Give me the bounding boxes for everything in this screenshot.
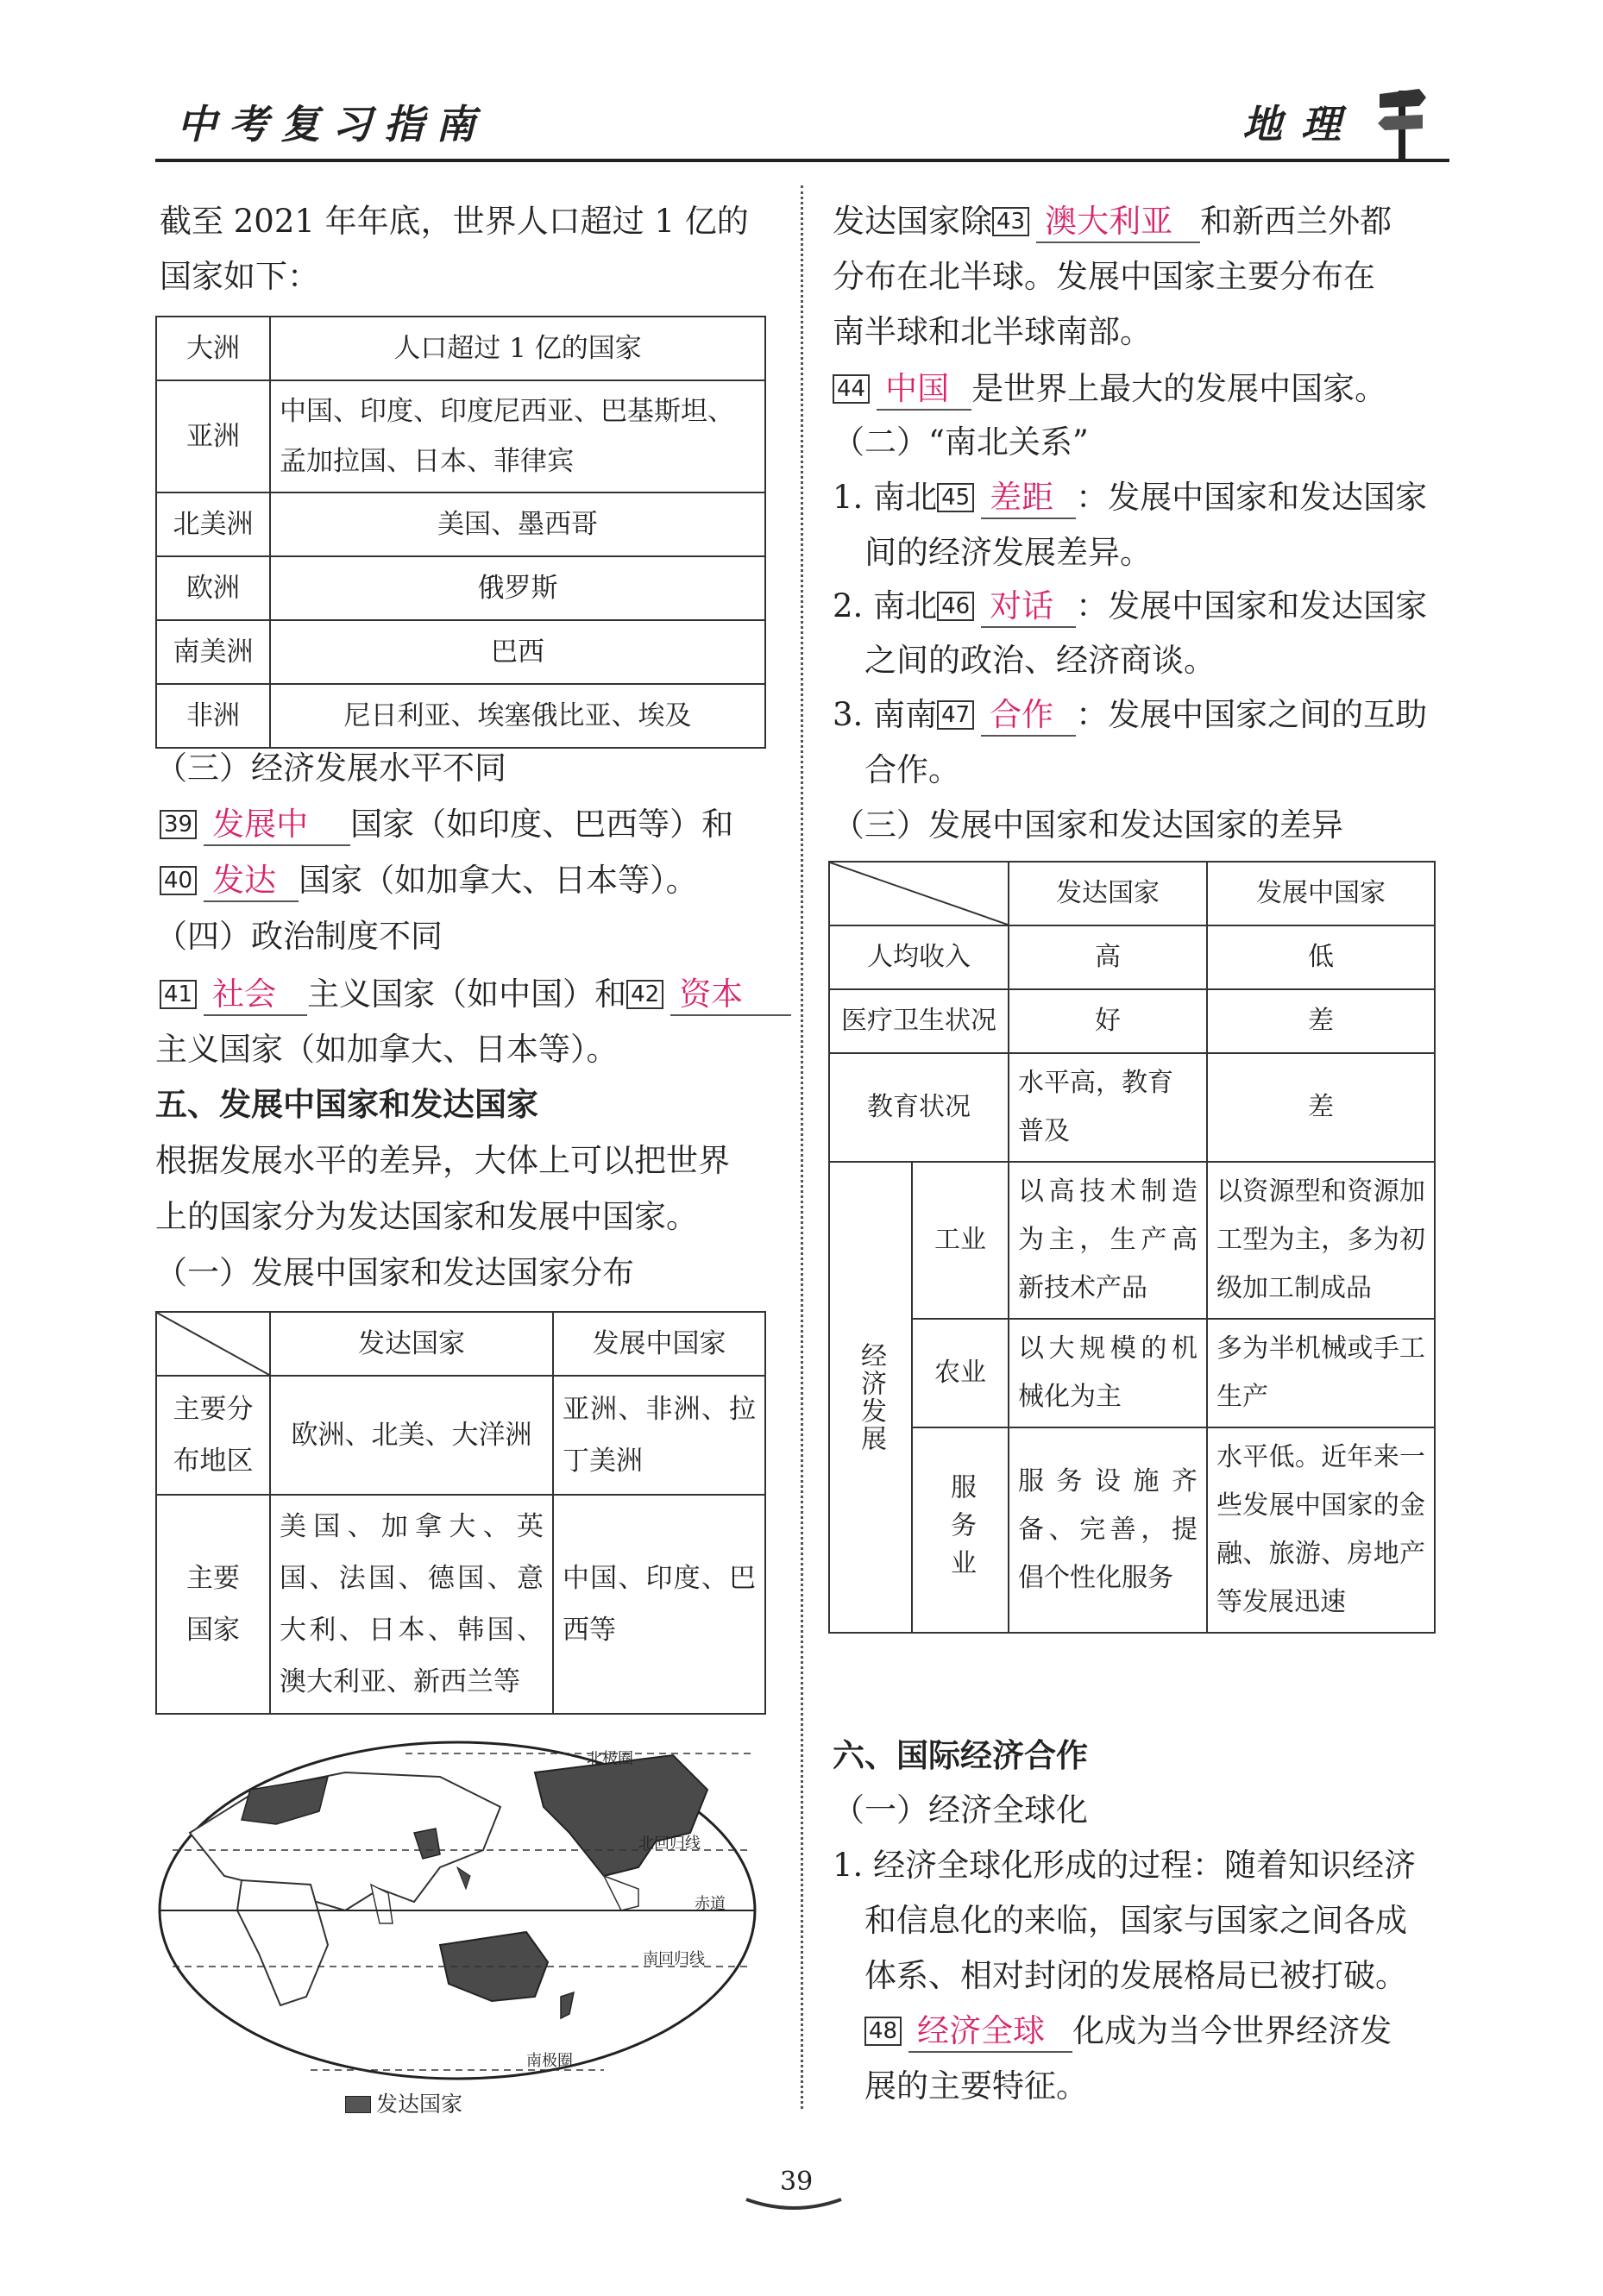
row-label: 医疗卫生状况 xyxy=(829,989,1009,1053)
legend-label: 发达国家 xyxy=(376,2092,463,2117)
subsection-2-heading: （二）“南北关系” xyxy=(833,423,1089,461)
question-number: 47 xyxy=(937,700,974,730)
answer-blank: 发展中 xyxy=(204,805,350,846)
section-4-heading: （四）政治制度不同 xyxy=(155,918,443,955)
page-number: 39 xyxy=(780,2167,814,2197)
answer-blank: 差距 xyxy=(981,478,1076,519)
section-4-tail: 主义国家（如加拿大、日本等）。 xyxy=(155,1031,619,1068)
row-label: 主要国家 xyxy=(156,1495,270,1714)
economy-row-label: 经济发展 xyxy=(829,1162,912,1633)
developed-cell: 高 xyxy=(1009,925,1207,989)
population-table xyxy=(155,316,766,749)
legend-swatch xyxy=(345,2096,371,2113)
table-row xyxy=(829,925,1435,989)
developed-cell: 以高技术制造为主，生产高新技术产品 xyxy=(1009,1162,1207,1319)
question-46-line-2: 之间的政治、经济商谈。 xyxy=(864,642,1216,679)
tropic-of-cancer-label: 北回归线 xyxy=(638,1835,701,1853)
table-header: 发展中国家 xyxy=(553,1312,765,1376)
question-48 xyxy=(864,2004,1392,2058)
answer-blank: 发达 xyxy=(204,861,299,902)
table-header: 发达国家 xyxy=(270,1312,553,1376)
answer-blank: 资本 xyxy=(670,975,791,1016)
table-header: 大洲 xyxy=(156,317,270,380)
continent-cell: 南美洲 xyxy=(156,620,270,684)
subsection-3-heading: （三）发展中国家和发达国家的差异 xyxy=(833,806,1343,844)
distribution-paragraph-2: 分布在北半球。发展中国家主要分布在 xyxy=(833,258,1375,295)
differences-table xyxy=(828,861,1436,1634)
answer-blank: 经济全球 xyxy=(908,2011,1072,2053)
question-number: 46 xyxy=(937,592,974,621)
table-row xyxy=(829,1162,1435,1319)
row-label: 服务业 xyxy=(912,1427,1009,1633)
question-44 xyxy=(833,362,1386,416)
developing-cell: 以资源型和资源加工型为主，多为初级加工制成品 xyxy=(1207,1162,1435,1319)
question-40 xyxy=(160,854,698,907)
row-label: 工业 xyxy=(912,1162,1009,1319)
countries-cell: 尼日利亚、埃塞俄比亚、埃及 xyxy=(270,684,765,748)
question-number: 45 xyxy=(937,483,974,512)
question-text: 发达国家除 xyxy=(833,203,992,240)
diagonal-header-cell xyxy=(829,862,1009,925)
intro-line-2: 国家如下： xyxy=(160,258,319,295)
question-47-line-2: 合作。 xyxy=(864,751,960,788)
question-46 xyxy=(833,580,1427,633)
question-number: 40 xyxy=(160,866,197,895)
countries-cell: 俄罗斯 xyxy=(270,556,765,620)
developed-cell: 好 xyxy=(1009,989,1207,1053)
table-row xyxy=(156,380,765,492)
table-header-row xyxy=(829,862,1435,925)
header-rule xyxy=(155,159,1449,162)
section-6-paragraph-3: 体系、相对封闭的发展格局已被打破。 xyxy=(864,1957,1407,1994)
table-header-row xyxy=(156,1312,765,1376)
signpost-icon xyxy=(1376,82,1428,160)
intro-line-1: 截至 2021 年年底，世界人口超过 1 亿的 xyxy=(160,203,749,240)
section-6-paragraph-5: 展的主要特征。 xyxy=(864,2067,1088,2105)
question-number: 48 xyxy=(864,2017,902,2046)
countries-cell: 巴西 xyxy=(270,620,765,684)
question-45-line-2: 间的经济发展差异。 xyxy=(864,534,1152,571)
distribution-paragraph-3: 南半球和北半球南部。 xyxy=(833,313,1152,350)
table-header: 发达国家 xyxy=(1009,862,1207,925)
question-text: ：发展中国家和发达国家 xyxy=(1076,587,1428,624)
world-map xyxy=(155,1738,759,2083)
developing-cell: 亚洲、非洲、拉丁美洲 xyxy=(553,1376,765,1495)
equator-label: 赤道 xyxy=(695,1895,726,1913)
question-41-42 xyxy=(160,968,791,1021)
answer-blank: 合作 xyxy=(981,695,1076,737)
question-text: 国家（如印度、巴西等）和 xyxy=(350,806,734,843)
question-text: 1. 南北 xyxy=(833,479,938,516)
countries-cell: 美国、墨西哥 xyxy=(270,492,765,556)
question-45 xyxy=(833,471,1427,524)
table-row xyxy=(156,684,765,748)
question-number: 39 xyxy=(160,810,197,839)
answer-blank: 澳大利亚 xyxy=(1036,202,1200,243)
question-text: ：发展中国家和发达国家 xyxy=(1076,479,1428,516)
section-6-paragraph-1: 1. 经济全球化形成的过程：随着知识经济 xyxy=(833,1847,1417,1884)
continent-cell: 北美洲 xyxy=(156,492,270,556)
table-header: 人口超过 1 亿的国家 xyxy=(270,317,765,380)
developing-cell: 中国、印度、巴西等 xyxy=(553,1495,765,1714)
book-title: 中考复习指南 xyxy=(177,101,487,147)
developing-cell: 水平低。近年来一些发展中国家的金融、旅游、房地产等发展迅速 xyxy=(1207,1427,1435,1633)
question-text: 化成为当今世界经济发 xyxy=(1072,2012,1392,2049)
subject-title: 地理 xyxy=(1242,101,1360,147)
table-row xyxy=(156,1495,765,1714)
question-number: 44 xyxy=(833,374,870,404)
question-text: 2. 南北 xyxy=(833,587,938,624)
table-row xyxy=(829,1053,1435,1162)
question-number: 41 xyxy=(160,980,197,1009)
distribution-table xyxy=(155,1311,766,1715)
question-39 xyxy=(160,798,733,851)
row-label: 主要分布地区 xyxy=(156,1376,270,1495)
table-row xyxy=(156,492,765,556)
section-6-title: 六、国际经济合作 xyxy=(833,1737,1088,1774)
table-row xyxy=(156,620,765,684)
question-text: 主义国家（如中国）和 xyxy=(307,975,627,1013)
table-header-row xyxy=(156,317,765,380)
answer-blank: 社会 xyxy=(204,975,307,1016)
table-row xyxy=(829,1427,1435,1633)
table-header: 发展中国家 xyxy=(1207,862,1435,925)
section-5-title: 五、发展中国家和发达国家 xyxy=(155,1086,538,1123)
developing-cell: 差 xyxy=(1207,989,1435,1053)
developing-cell: 差 xyxy=(1207,1053,1435,1162)
arctic-circle-label: 北极圈 xyxy=(587,1750,633,1768)
table-row xyxy=(829,1319,1435,1427)
countries-cell: 中国、印度、印度尼西亚、巴基斯坦、孟加拉国、日本、菲律宾 xyxy=(270,380,765,492)
question-text: 国家（如加拿大、日本等）。 xyxy=(299,862,698,899)
question-text: 3. 南南 xyxy=(833,696,938,733)
subsection-1-heading: （一）发展中国家和发达国家分布 xyxy=(155,1254,634,1291)
developed-cell: 欧洲、北美、大洋洲 xyxy=(270,1376,553,1495)
row-label: 人均收入 xyxy=(829,925,1009,989)
row-label: 教育状况 xyxy=(829,1053,1009,1162)
antarctic-circle-label: 南极圈 xyxy=(526,2052,573,2070)
developed-cell: 水平高，教育普及 xyxy=(1009,1053,1207,1162)
developing-cell: 多为半机械或手工生产 xyxy=(1207,1319,1435,1427)
continent-cell: 非洲 xyxy=(156,684,270,748)
section-3-heading: （三）经济发展水平不同 xyxy=(155,750,506,787)
question-text: 是世界上最大的发展中国家。 xyxy=(971,370,1387,407)
section-5-paragraph-1: 根据发展水平的差异，大体上可以把世界 xyxy=(155,1142,730,1179)
question-43 xyxy=(833,195,1392,248)
question-47 xyxy=(833,688,1427,742)
continent-cell: 欧洲 xyxy=(156,556,270,620)
developed-cell: 服务设施齐备、完善，提倡个性化服务 xyxy=(1009,1427,1207,1633)
developed-cell: 美国、加拿大、英国、法国、德国、意大利、日本、韩国、澳大利亚、新西兰等 xyxy=(270,1495,553,1714)
question-text: 和新西兰外都 xyxy=(1200,203,1392,240)
question-text: ：发展中国家之间的互助 xyxy=(1076,696,1428,733)
table-row xyxy=(829,989,1435,1053)
question-number: 42 xyxy=(626,980,663,1009)
answer-blank: 中国 xyxy=(877,369,971,411)
section-6-subheading: （一）经济全球化 xyxy=(833,1791,1088,1829)
section-6-paragraph-2: 和信息化的来临，国家与国家之间各成 xyxy=(864,1902,1407,1939)
continent-cell: 亚洲 xyxy=(156,380,270,492)
question-number: 43 xyxy=(992,207,1029,236)
section-5-paragraph-2: 上的国家分为发达国家和发展中国家。 xyxy=(155,1198,698,1235)
tropic-of-capricorn-label: 南回归线 xyxy=(643,1950,705,1968)
developed-cell: 以大规模的机械化为主 xyxy=(1009,1319,1207,1427)
table-row xyxy=(156,556,765,620)
map-legend xyxy=(345,2087,462,2118)
answer-blank: 对话 xyxy=(981,587,1076,628)
developing-cell: 低 xyxy=(1207,925,1435,989)
column-divider xyxy=(801,185,803,2109)
diagonal-header-cell xyxy=(156,1312,270,1376)
row-label: 农业 xyxy=(912,1319,1009,1427)
table-row xyxy=(156,1376,765,1495)
